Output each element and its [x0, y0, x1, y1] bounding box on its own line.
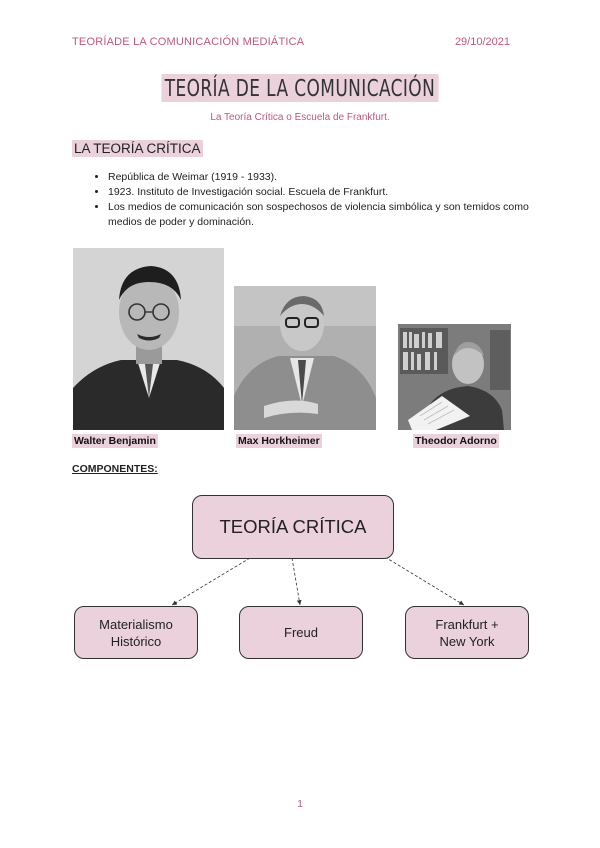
- photo-caption: Walter Benjamin: [74, 435, 156, 447]
- page-subtitle: La Teoría Crítica o Escuela de Frankfurt.: [210, 112, 390, 123]
- photo-max-horkheimer: [234, 286, 376, 430]
- bullet-item: • Los medios de comunicación son sospechosos de violencia simbólica y son temidos como medios de poder y dominación.: [108, 200, 548, 230]
- bullet-item: • 1923. Instituto de Investigación social. Escuela de Frankfurt.: [108, 185, 548, 200]
- document-header-title: TEORÍADE LA COMUNICACIÓN MEDIÁTICA: [72, 36, 305, 48]
- connector-arrow: [292, 558, 300, 605]
- section-heading: LA TEORÍA CRÍTICA: [74, 141, 201, 156]
- diagram-child-node: Freud: [239, 606, 363, 659]
- page-title: TEORÍA DE LA COMUNICACIÓN: [161, 74, 438, 102]
- photo-caption: Max Horkheimer: [238, 435, 320, 447]
- photo-theodor-adorno: [398, 324, 511, 430]
- bullet-list: [90, 170, 548, 230]
- diagram-child-node: Frankfurt + New York: [405, 606, 529, 659]
- bullet-item: • República de Weimar (1919 - 1933).: [108, 170, 548, 185]
- diagram-root-node: TEORÍA CRÍTICA: [192, 495, 394, 559]
- document-header-date: 29/10/2021: [454, 36, 510, 48]
- connector-arrow: [385, 557, 464, 605]
- photo-caption: Theodor Adorno: [415, 435, 497, 447]
- diagram-child-node: Materialismo Histórico: [74, 606, 198, 659]
- title-wrapper: [0, 74, 600, 102]
- page-number: 1: [297, 798, 303, 810]
- components-heading: COMPONENTES:: [72, 463, 158, 475]
- connector-arrow: [172, 558, 250, 605]
- photo-walter-benjamin: [73, 248, 224, 430]
